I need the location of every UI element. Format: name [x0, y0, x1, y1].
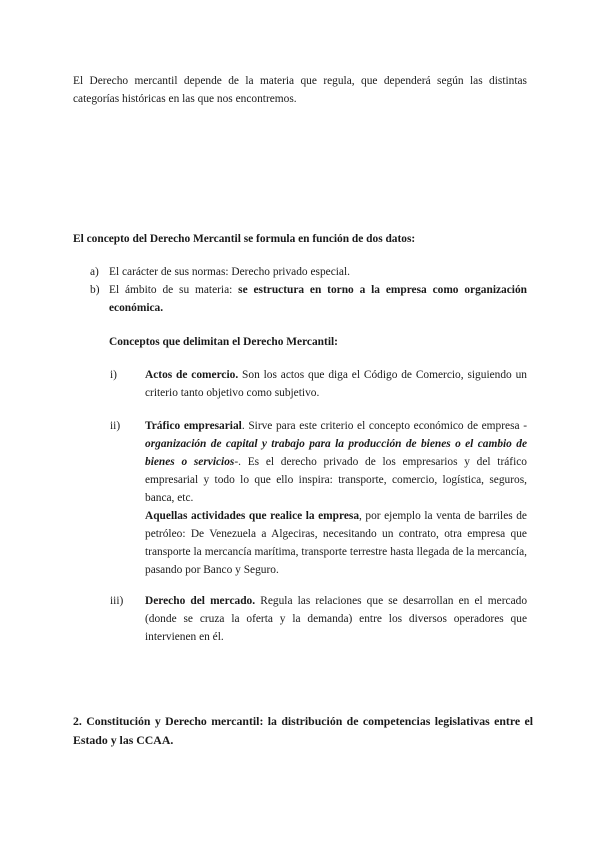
concept-text: -. Es el derecho privado de los empresarios y del tráfico empresarial y todo lo que ello inspira: transporte, comercio, logística, seguros, banca, etc.: [145, 456, 527, 504]
list-item-a: [90, 263, 527, 281]
concept-text: . Sirve para este criterio el concepto económico de empresa -: [241, 420, 527, 432]
concept-title: Actos de comercio.: [145, 369, 239, 381]
roman-numeral: iii): [110, 595, 124, 607]
concept-item-acts: [110, 366, 527, 402]
concepts-subheading: Conceptos que delimitan el Derecho Mercantil:: [109, 336, 338, 348]
concept-body: [145, 366, 527, 402]
list-item-text: El ámbito de su materia:: [109, 284, 239, 296]
concept-definition: organización de capital y trabajo para la producción de bienes o el cambio de bienes o servicios: [145, 438, 527, 468]
list-marker: a): [90, 266, 99, 278]
concept-subtitle: Aquellas actividades que realice la empresa: [145, 510, 360, 522]
list-marker: b): [90, 284, 100, 296]
roman-numeral: ii): [110, 420, 121, 432]
list-item-text: El carácter de sus normas: Derecho privado especial.: [109, 266, 350, 278]
intro-paragraph: El Derecho mercantil depende de la materia que regula, que dependerá según las distintas categorías históricas en las que nos encontremos.: [73, 75, 527, 105]
concept-title: Tráfico empresarial: [145, 420, 242, 432]
concept-text: , por ejemplo la venta de barriles de petróleo: De Venezuela a Algeciras, necesitando un contrato, otra empresa que transporte la mercancía marítima, transporte terrestre hasta llegada de la mercancía, pasando por Banco y Seguro.: [145, 510, 527, 576]
concept-body: [145, 592, 527, 646]
section-heading-concept: El concepto del Derecho Mercantil se formula en función de dos datos:: [73, 233, 416, 245]
concept-text: Regula las relaciones que se desarrollan en el mercado (donde se cruza la oferta y la demanda) entre los diversos operadores que intervienen en él.: [145, 595, 528, 643]
concept-text: Son los actos que diga el Código de Comercio, siguiendo un criterio tanto objetivo como subjetivo.: [145, 369, 527, 399]
section-heading-constitution: 2. Constitución y Derecho mercantil: la distribución de competencias legislativas entre el Estado y las CCAA.: [73, 714, 533, 747]
concept-body: [145, 417, 527, 579]
list-item-emphasis: se estructura en torno a la empresa como organización económica.: [109, 284, 527, 314]
roman-numeral: i): [110, 369, 117, 381]
concept-item-market-law: [110, 592, 527, 646]
list-item-b: [90, 281, 527, 317]
concept-title: Derecho del mercado.: [145, 595, 256, 607]
concept-data-list: [90, 263, 527, 317]
concept-item-business-traffic: [110, 417, 527, 579]
